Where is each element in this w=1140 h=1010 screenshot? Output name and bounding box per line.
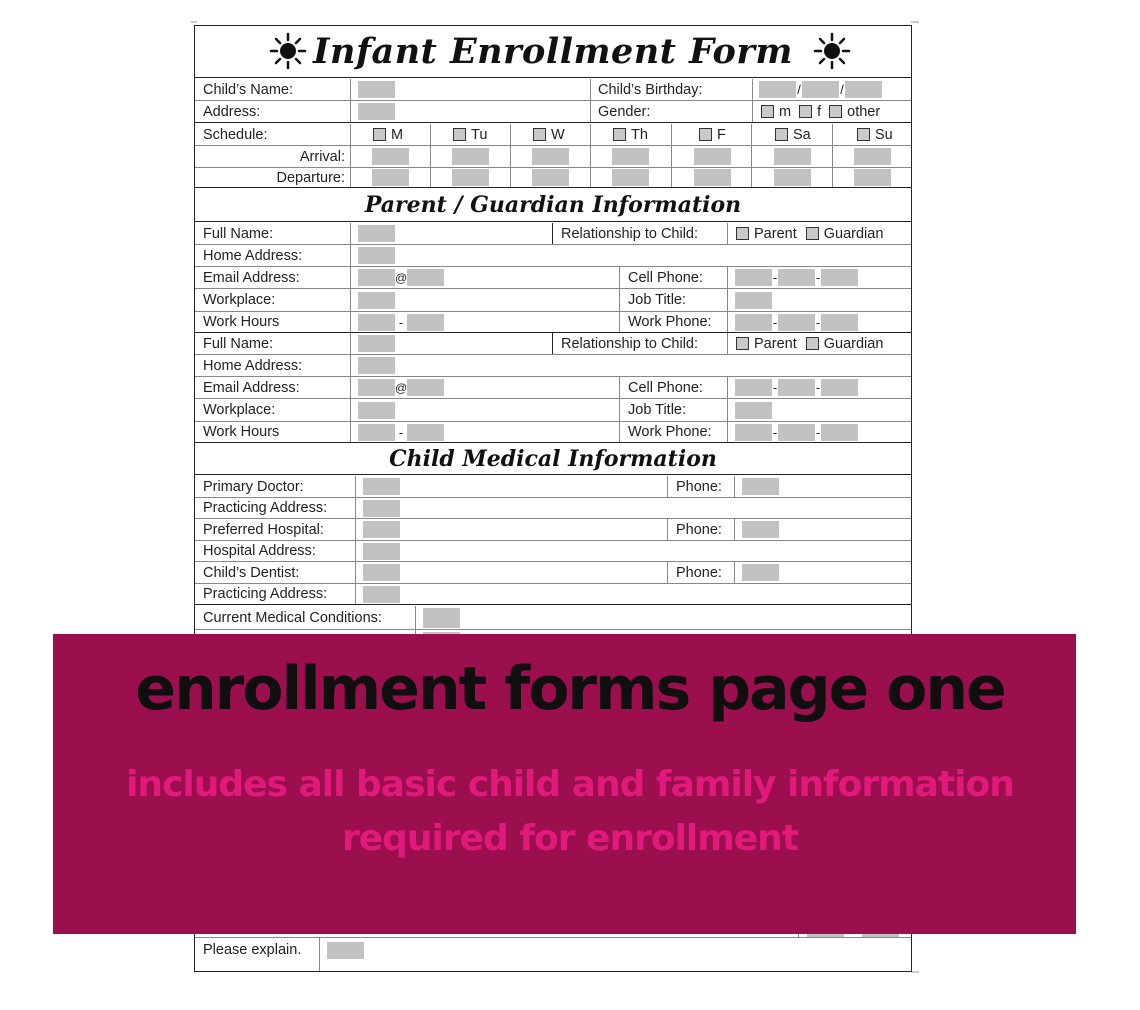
parent-section-title: Parent / Guardian Information — [364, 192, 742, 218]
parent2-job-title-field[interactable] — [735, 402, 772, 419]
primary-doctor-field[interactable] — [363, 478, 400, 495]
parent1-work-phone-prefix-field[interactable] — [778, 314, 815, 331]
parent1-guardian-checkbox[interactable] — [806, 227, 819, 240]
parent1-workplace-field[interactable] — [358, 292, 395, 309]
parent2-name-row: Full Name: Relationship to Child: Parent Guardian — [195, 333, 911, 355]
departure-w-field[interactable] — [532, 169, 569, 186]
parent1-work-hours-row: Work Hours - Work Phone: - - — [195, 312, 911, 333]
birthday-year-field[interactable] — [845, 81, 882, 98]
parent1-cell-phone-label: Cell Phone: — [628, 269, 703, 286]
birthday-month-field[interactable] — [759, 81, 796, 98]
parent1-cell-phone-area-field[interactable] — [735, 269, 772, 286]
gender-m-checkbox[interactable] — [761, 105, 774, 118]
parent2-work-phone-prefix-field[interactable] — [778, 424, 815, 441]
dentist-address-row — [195, 584, 911, 605]
child-address-field[interactable] — [358, 103, 395, 120]
dentist-field[interactable] — [363, 564, 400, 581]
arrival-sa-field[interactable] — [774, 148, 811, 165]
day-tu-checkbox[interactable] — [453, 128, 466, 141]
parent1-email-label: Email Address: — [203, 269, 300, 286]
doctor-address-row — [195, 498, 911, 519]
parent2-home-address-label: Home Address: — [203, 357, 303, 374]
parent2-full-name-field[interactable] — [358, 335, 395, 352]
departure-th-field[interactable] — [612, 169, 649, 186]
day-m-checkbox[interactable] — [373, 128, 386, 141]
parent2-full-name-label: Full Name: — [203, 335, 274, 352]
doctor-phone-field[interactable] — [742, 478, 779, 495]
parent2-cell-phone-prefix-field[interactable] — [778, 379, 815, 396]
parent1-name-row: Full Name: Relationship to Child: Parent Guardian — [195, 223, 911, 245]
parent1-email-user-field[interactable] — [358, 269, 395, 286]
sun-icon — [269, 32, 307, 70]
parent1-workplace-label: Workplace: — [203, 292, 276, 308]
parent2-relationship-label: Relationship to Child: — [561, 335, 699, 352]
dentist-phone-field[interactable] — [742, 564, 779, 581]
banner-subtitle-line2: required for enrollment — [341, 818, 799, 859]
banner-title: enrollment forms page one — [135, 654, 1005, 724]
parent1-work-phone-label: Work Phone: — [628, 314, 712, 330]
parent2-work-phone-label: Work Phone: — [628, 424, 712, 440]
parent1-home-address-row — [195, 245, 911, 267]
arrival-w-field[interactable] — [532, 148, 569, 165]
parent2-work-hours-row: Work Hours - Work Phone: - - — [195, 422, 911, 443]
schedule-label: Schedule: — [203, 126, 268, 143]
parent2-home-address-row — [195, 355, 911, 377]
schedule-days-row: Schedule: M Tu W Th F Sa Su — [195, 124, 911, 146]
day-su-checkbox[interactable] — [857, 128, 870, 141]
gender-f-checkbox[interactable] — [799, 105, 812, 118]
parent2-parent-checkbox[interactable] — [736, 337, 749, 350]
form-title-row — [195, 26, 911, 78]
departure-f-field[interactable] — [694, 169, 731, 186]
arrival-row — [195, 146, 911, 168]
parent1-home-address-label: Home Address: — [203, 247, 303, 264]
hospital-address-label: Hospital Address: — [203, 543, 316, 559]
departure-tu-field[interactable] — [452, 169, 489, 186]
hospital-address-row — [195, 541, 911, 562]
parent1-full-name-field[interactable] — [358, 225, 395, 242]
parent2-email-label: Email Address: — [203, 379, 300, 396]
parent1-cell-phone-prefix-field[interactable] — [778, 269, 815, 286]
doctor-practicing-address-field[interactable] — [363, 500, 400, 517]
arrival-su-field[interactable] — [854, 148, 891, 165]
arrival-f-field[interactable] — [694, 148, 731, 165]
dentist-practicing-address-field[interactable] — [363, 586, 400, 603]
parent1-relationship-label: Relationship to Child: — [561, 225, 699, 242]
parent2-cell-phone-line-field[interactable] — [821, 379, 858, 396]
parent2-workplace-label: Workplace: — [203, 402, 276, 418]
parent1-work-phone-line-field[interactable] — [821, 314, 858, 331]
dentist-row — [195, 562, 911, 584]
parent1-parent-checkbox[interactable] — [736, 227, 749, 240]
parent2-email-domain-field[interactable] — [407, 379, 444, 396]
parent2-email-row: Email Address: @ Cell Phone: - - — [195, 377, 911, 399]
parent2-job-title-label: Job Title: — [628, 402, 687, 418]
sun-icon — [813, 32, 851, 70]
banner-subtitle-line1: includes all basic child and family information — [126, 764, 1014, 805]
day-sa-checkbox[interactable] — [775, 128, 788, 141]
parent2-guardian-checkbox[interactable] — [806, 337, 819, 350]
child-address-row — [195, 101, 911, 123]
child-name-field[interactable] — [358, 81, 395, 98]
gender-options: m f other — [761, 101, 880, 122]
parent2-cell-phone-label: Cell Phone: — [628, 379, 703, 396]
arrival-tu-field[interactable] — [452, 148, 489, 165]
medical-section-title: Child Medical Information — [389, 446, 717, 472]
birthday-day-field[interactable] — [802, 81, 839, 98]
child-name-label: Child’s Name: — [203, 81, 293, 98]
dentist-phone-label: Phone: — [676, 564, 722, 581]
dentist-label: Child’s Dentist: — [203, 564, 300, 581]
child-birthday-label: Child’s Birthday: — [598, 81, 703, 98]
parent2-work-hours-end-field[interactable] — [407, 424, 444, 441]
gender-other-checkbox[interactable] — [829, 105, 842, 118]
departure-su-field[interactable] — [854, 169, 891, 186]
day-w-checkbox[interactable] — [533, 128, 546, 141]
parent1-work-hours-end-field[interactable] — [407, 314, 444, 331]
child-address-label: Address: — [203, 103, 261, 120]
current-conditions-row — [195, 606, 911, 630]
departure-m-field[interactable] — [372, 169, 409, 186]
departure-sa-field[interactable] — [774, 169, 811, 186]
parent1-home-address-field[interactable] — [358, 247, 395, 264]
parent1-job-title-label: Job Title: — [628, 292, 687, 308]
day-f-checkbox[interactable] — [699, 128, 712, 141]
please-explain-field[interactable] — [327, 942, 364, 959]
parent2-workplace-row — [195, 399, 911, 422]
arrival-label: Arrival: — [299, 148, 345, 165]
day-th-checkbox[interactable] — [613, 128, 626, 141]
medical-section-header — [195, 444, 911, 475]
parent2-work-phone-line-field[interactable] — [821, 424, 858, 441]
hospital-address-field[interactable] — [363, 543, 400, 560]
doctor-practicing-address-label: Practicing Address: — [203, 500, 328, 516]
preferred-hospital-row — [195, 519, 911, 541]
please-explain-row — [195, 938, 911, 962]
child-name-row — [195, 79, 911, 101]
parent2-cell-phone-area-field[interactable] — [735, 379, 772, 396]
current-conditions-field[interactable] — [423, 608, 460, 628]
parent1-work-hours-start-field[interactable] — [358, 314, 395, 331]
arrival-th-field[interactable] — [612, 148, 649, 165]
parent1-email-domain-field[interactable] — [407, 269, 444, 286]
child-birthday-field: / / — [759, 79, 882, 100]
parent2-work-hours-label: Work Hours — [203, 424, 280, 440]
hospital-phone-field[interactable] — [742, 521, 779, 538]
gender-label: Gender: — [598, 103, 651, 120]
parent1-work-hours-label: Work Hours — [203, 314, 280, 330]
primary-doctor-label: Primary Doctor: — [203, 478, 304, 495]
parent1-email-row: Email Address: @ Cell Phone: - - — [195, 267, 911, 289]
dentist-practicing-address-label: Practicing Address: — [203, 586, 328, 602]
primary-doctor-row — [195, 476, 911, 498]
parent2-work-phone-area-field[interactable] — [735, 424, 772, 441]
parent1-cell-phone-line-field[interactable] — [821, 269, 858, 286]
parent1-full-name-label: Full Name: — [203, 225, 274, 242]
doctor-phone-label: Phone: — [676, 478, 722, 495]
parent2-work-hours-start-field[interactable] — [358, 424, 395, 441]
preferred-hospital-label: Preferred Hospital: — [203, 521, 324, 538]
parent1-job-title-field[interactable] — [735, 292, 772, 309]
parent2-home-address-field[interactable] — [358, 357, 395, 374]
departure-row — [195, 168, 911, 188]
current-conditions-label: Current Medical Conditions: — [203, 609, 382, 626]
hospital-phone-label: Phone: — [676, 521, 722, 538]
preferred-hospital-field[interactable] — [363, 521, 400, 538]
departure-label: Departure: — [276, 169, 345, 186]
parent-section-header — [195, 189, 911, 222]
parent2-workplace-field[interactable] — [358, 402, 395, 419]
parent1-work-phone-area-field[interactable] — [735, 314, 772, 331]
parent1-workplace-row — [195, 289, 911, 312]
arrival-m-field[interactable] — [372, 148, 409, 165]
please-explain-label: Please explain. — [203, 942, 302, 958]
parent2-email-user-field[interactable] — [358, 379, 395, 396]
form-title: Infant Enrollment Form — [313, 31, 793, 72]
